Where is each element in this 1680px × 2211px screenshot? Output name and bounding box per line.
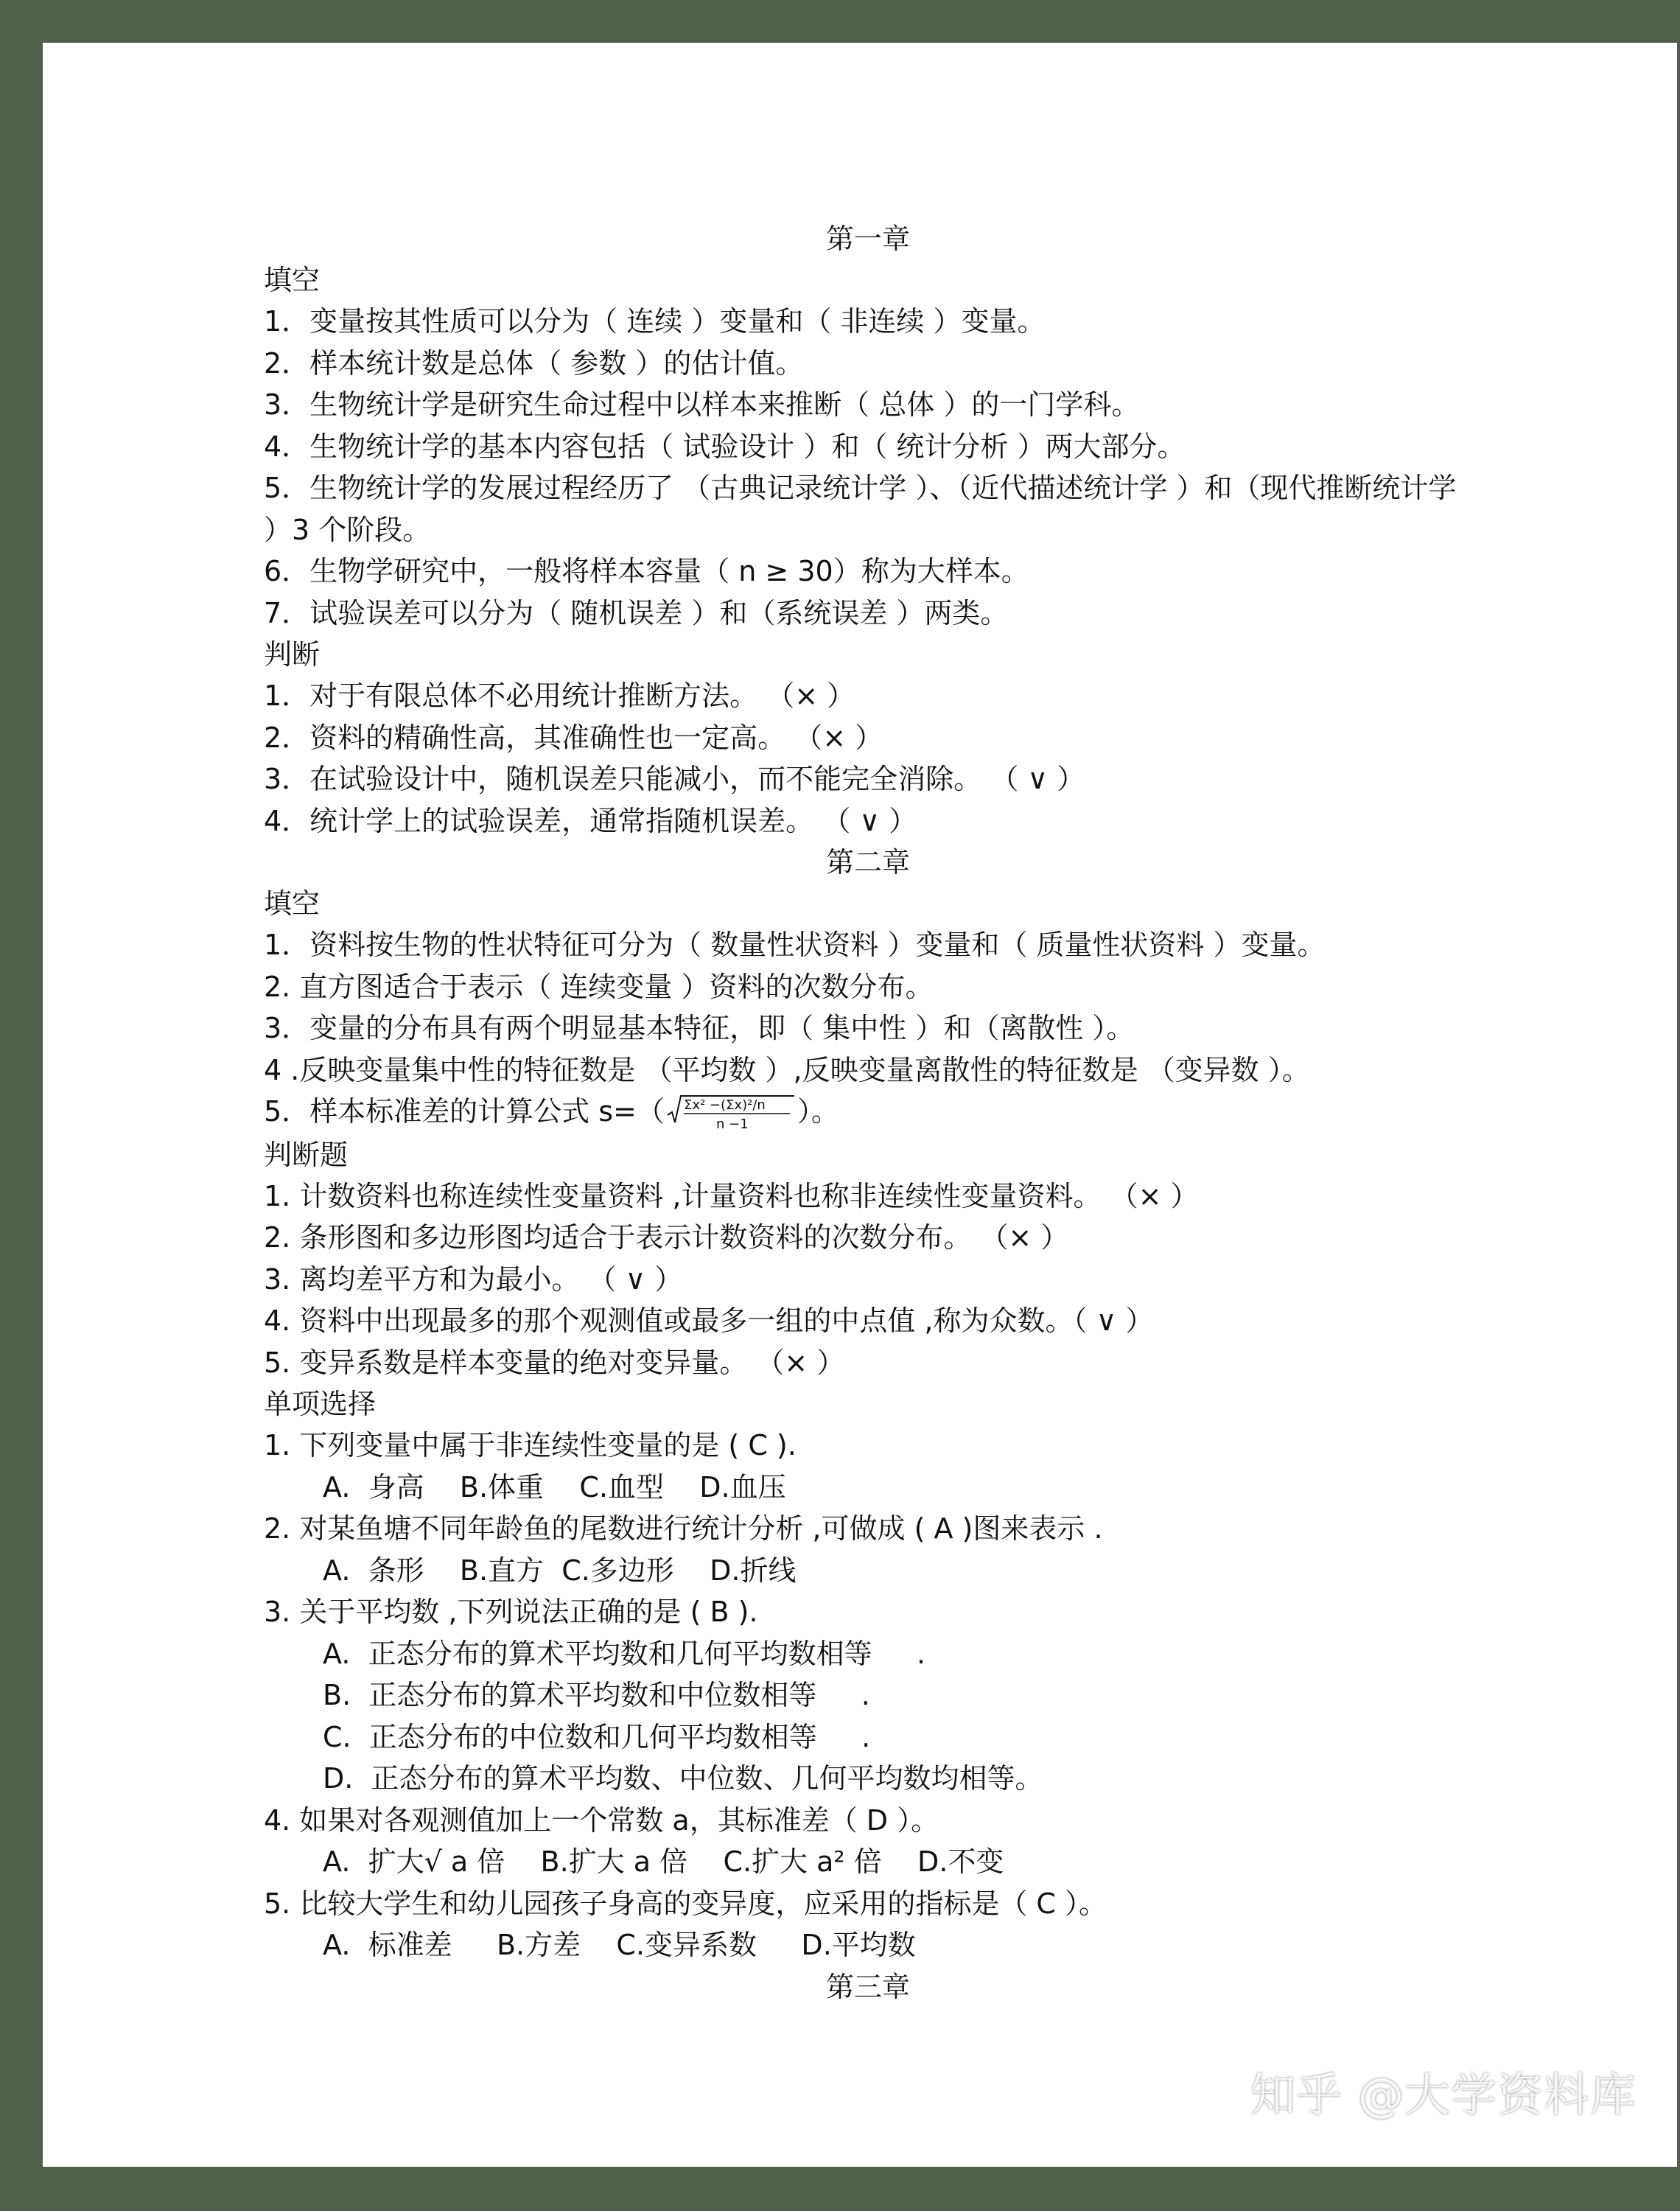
question-line: 5．生物统计学的发展过程经历了 （古典记录统计学 ）、（近代描述统计学 ）和（现代推断统计学 ）3 个阶段。 bbox=[264, 472, 1457, 546]
section-judge-title: 判断 bbox=[264, 638, 321, 671]
choice-question: 3. 关于平均数 ,下列说法正确的是 ( B ). bbox=[264, 1596, 758, 1628]
svg-text:Σx² −(Σx)²/n: Σx² −(Σx)²/n bbox=[683, 1097, 766, 1113]
formula-prefix: 5．样本标准差的计算公式 s=（ bbox=[264, 1095, 665, 1128]
question-line: 3. 离均差平方和为最小。 （ ∨ ） bbox=[264, 1262, 683, 1296]
question-line: 6．生物学研究中，一般将样本容量（ n ≥ 30）称为大样本。 bbox=[264, 555, 1029, 587]
section-choice-title: 单项选择 bbox=[264, 1388, 377, 1420]
question-line: 2．资料的精确性高，其准确性也一定高。 （× ） bbox=[264, 721, 883, 754]
choice-options: A. 标准差 B.方差 C.变异系数 D.平均数 bbox=[323, 1929, 916, 1961]
choice-option: A. 正态分布的算术平均数和几何平均数相等 . bbox=[323, 1637, 926, 1670]
choice-question: 2. 对某鱼塘不同年龄鱼的尾数进行统计分析 ,可做成 ( A )图来表示 . bbox=[264, 1512, 1103, 1545]
section-judge-title: 判断题 bbox=[264, 1138, 349, 1171]
question-line: 1. 计数资料也称连续性变量资料 ,计量资料也称非连续性变量资料。 （× ） bbox=[264, 1179, 1199, 1212]
question-line: 2．样本统计数是总体（ 参数 ）的估计值。 bbox=[264, 346, 804, 380]
svg-text:n −1: n −1 bbox=[715, 1116, 749, 1132]
watermark: 知乎 @大学资料库 bbox=[1250, 2068, 1637, 2122]
chapter-2-title: 第二章 bbox=[825, 846, 910, 879]
choice-options: A. 扩大√ a 倍 B.扩大 a 倍 C.扩大 a² 倍 D.不变 bbox=[323, 1845, 1004, 1878]
section-fill-title: 填空 bbox=[264, 887, 321, 920]
choice-option: D. 正态分布的算术平均数、中位数、几何平均数均相等。 bbox=[323, 1762, 1043, 1795]
question-line: 7．试验误差可以分为（ 随机误差 ）和（系统误差 ）两类。 bbox=[264, 596, 1009, 629]
question-line: 3．生物统计学是研究生命过程中以样本来推断（ 总体 ）的一门学科。 bbox=[264, 388, 1140, 421]
document-page bbox=[43, 43, 1677, 2167]
question-line: 3．变量的分布具有两个明显基本特征，即（ 集中性 ）和（离散性 ）。 bbox=[264, 1012, 1135, 1044]
section-fill-title: 填空 bbox=[264, 264, 321, 296]
question-line: 4．统计学上的试验误差，通常指随机误差。 （ ∨ ） bbox=[264, 804, 917, 837]
choice-question: 4. 如果对各观测值加上一个常数 a，其标准差（ D ）。 bbox=[264, 1803, 939, 1837]
choice-options: A. 条形 B.直方 C.多边形 D.折线 bbox=[323, 1554, 797, 1587]
formula-suffix: ）。 bbox=[797, 1095, 839, 1128]
choice-option: C. 正态分布的中位数和几何平均数相等 . bbox=[323, 1720, 871, 1753]
question-line: 3．在试验设计中，随机误差只能减小，而不能完全消除。 （ ∨ ） bbox=[264, 763, 1085, 795]
question-line: 2. 条形图和多边形图均适合于表示计数资料的次数分布。 （× ） bbox=[264, 1221, 1069, 1254]
choice-option: B. 正态分布的算术平均数和中位数相等 . bbox=[323, 1679, 870, 1711]
formula-question bbox=[264, 1091, 1472, 1134]
question-line: 1．变量按其性质可以分为（ 连续 ）变量和（ 非连续 ）变量。 bbox=[264, 305, 1046, 338]
chapter-3-title: 第三章 bbox=[825, 1970, 910, 2003]
question-line: 1．对于有限总体不必用统计推断方法。 （× ） bbox=[264, 680, 855, 712]
question-line: 1．资料按生物的性状特征可分为（ 数量性状资料 ）变量和（ 质量性状资料 ）变量。 bbox=[264, 929, 1326, 961]
chapter-1-title: 第一章 bbox=[825, 223, 910, 255]
question-line: 4．生物统计学的基本内容包括（ 试验设计 ）和（ 统计分析 ）两大部分。 bbox=[264, 430, 1186, 463]
choice-question: 5. 比较大学生和幼儿园孩子身高的变异度，应采用的指标是（ C ）。 bbox=[264, 1887, 1107, 1920]
question-line: 4. 资料中出现最多的那个观测值或最多一组的中点值 ,称为众数。（ ∨ ） bbox=[264, 1304, 1154, 1337]
choice-question: 1. 下列变量中属于非连续性变量的是 ( C ). bbox=[264, 1429, 797, 1461]
std-dev-formula-image bbox=[665, 1093, 797, 1134]
document-content bbox=[264, 218, 1472, 2008]
choice-options: A. 身高 B.体重 C.血型 D.血压 bbox=[323, 1470, 786, 1503]
question-line: 4 .反映变量集中性的特征数是 （平均数 ）,反映变量离散性的特征数是 （变异数 ）。 bbox=[264, 1053, 1310, 1086]
question-line: 5. 变异系数是样本变量的绝对变异量。 （× ） bbox=[264, 1346, 845, 1379]
question-line: 2. 直方图适合于表示（ 连续变量 ）资料的次数分布。 bbox=[264, 970, 934, 1003]
